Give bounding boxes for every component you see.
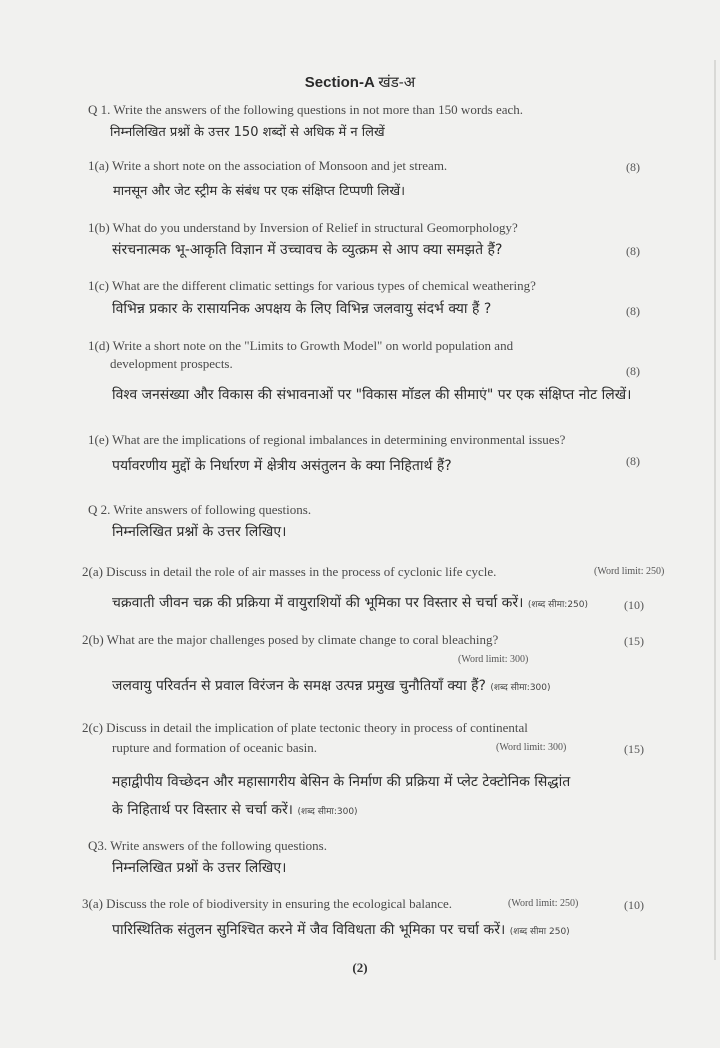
q1d-hi: विश्व जनसंख्या और विकास की संभावनाओं पर "विकास मॉडल की सीमाएं" पर एक संक्षिप्त नोट लिखें। bbox=[112, 387, 632, 403]
q2c-hi: महाद्वीपीय विच्छेदन और महासागरीय बेसिन के निर्माण की प्रक्रिया में प्लेट टेक्टोनिक सिद्धांत bbox=[112, 774, 571, 790]
q3a-text: 3(a) Discuss the role of biodiversity in ensuring the ecological balance. bbox=[82, 896, 453, 911]
q1a-text: 1(a) Write a short note on the association of Monsoon and jet stream. bbox=[88, 158, 448, 173]
q1b-text: 1(b) What do you understand by Inversion of Relief in structural Geomorphology? bbox=[88, 220, 518, 235]
q1-intro-hi: निम्नलिखित प्रश्नों के उत्तर 150 शब्दों से अधिक में न लिखें bbox=[110, 125, 385, 140]
q1c-text: 1(c) What are the different climatic settings for various types of chemical weathering? bbox=[88, 278, 536, 293]
q3a-hi bbox=[112, 920, 570, 939]
q1d-text: 1(d) Write a short note on the "Limits to Growth Model" on world population and bbox=[88, 338, 514, 353]
section-title bbox=[0, 72, 720, 92]
q2b-marks: (15) bbox=[624, 634, 644, 648]
q1c-hi: विभिन्न प्रकार के रासायनिक अपक्षय के लिए विभिन्न जलवायु संदर्भ क्या हैं ? bbox=[112, 301, 492, 317]
q2b-word-limit: (Word limit: 300) bbox=[458, 654, 529, 665]
q2c-marks: (15) bbox=[624, 742, 644, 756]
q1b-marks: (8) bbox=[626, 244, 640, 258]
q2-intro: Q 2. Write answers of following questions. bbox=[88, 502, 312, 517]
q2a-marks: (10) bbox=[624, 598, 644, 612]
q2c-hi-word-limit: (शब्द सीमा:300) bbox=[297, 807, 358, 817]
page-edge bbox=[714, 60, 716, 960]
q2b-hi-text: जलवायु परिवर्तन से प्रवाल विरंजन के समक्ष उत्पन्न प्रमुख चुनौतियाँ क्या हैं? bbox=[112, 678, 486, 694]
q2a-hi-text: चक्रवाती जीवन चक्र की प्रक्रिया में वायुराशियों की भूमिका पर विस्तार से चर्चा करें। bbox=[112, 595, 524, 611]
q2a-hi-word-limit: (शब्द सीमा:250) bbox=[527, 600, 589, 610]
q2b-hi-word-limit: (शब्द सीमा:300) bbox=[490, 683, 551, 693]
q1b-hi: संरचनात्मक भू-आकृति विज्ञान में उच्चावच के व्युत्क्रम से आप क्या समझते हैं? bbox=[112, 242, 503, 258]
q1-intro: Q 1. Write the answers of the following questions in not more than 150 words each. bbox=[88, 102, 524, 117]
q2-intro-hi: निम्नलिखित प्रश्नों के उत्तर लिखिए। bbox=[112, 524, 287, 540]
q3-intro: Q3. Write answers of the following questions. bbox=[88, 838, 327, 853]
q2b-hi bbox=[112, 676, 551, 695]
q2a-word-limit: (Word limit: 250) bbox=[594, 566, 665, 577]
q3a-hi-word-limit: (शब्द सीमा 250) bbox=[509, 927, 570, 937]
q2c-hi2-text: के निहितार्थ पर विस्तार से चर्चा करें। bbox=[112, 802, 293, 818]
q2a-text: 2(a) Discuss in detail the role of air masses in the process of cyclonic life cycle. bbox=[82, 564, 497, 579]
q1e-marks: (8) bbox=[626, 454, 640, 468]
q1c-marks: (8) bbox=[626, 304, 640, 318]
q2c-text2: rupture and formation of oceanic basin. bbox=[112, 740, 318, 755]
q1e-hi: पर्यावरणीय मुद्दों के निर्धारण में क्षेत्रीय असंतुलन के क्या निहितार्थ हैं? bbox=[112, 458, 452, 474]
q3a-marks: (10) bbox=[624, 898, 644, 912]
section-title-en: Section-A bbox=[304, 74, 375, 91]
q1e-text: 1(e) What are the implications of regional imbalances in determining environmental issues? bbox=[88, 432, 566, 447]
q1a-hi: मानसून और जेट स्ट्रीम के संबंध पर एक संक्षिप्त टिप्पणी लिखें। bbox=[113, 184, 406, 199]
page-number: (2) bbox=[352, 960, 368, 975]
q2c-word-limit: (Word limit: 300) bbox=[496, 742, 567, 753]
q2c-hi2 bbox=[112, 800, 358, 819]
q1d-text2: development prospects. bbox=[110, 356, 233, 371]
q3a-word-limit: (Word limit: 250) bbox=[508, 898, 579, 909]
q3-intro-hi: निम्नलिखित प्रश्नों के उत्तर लिखिए। bbox=[112, 860, 287, 876]
q1d-marks: (8) bbox=[626, 364, 640, 378]
q2b-text: 2(b) What are the major challenges posed by climate change to coral bleaching? bbox=[82, 632, 499, 647]
q2a-hi bbox=[112, 593, 588, 612]
q2c-text: 2(c) Discuss in detail the implication of plate tectonic theory in process of continental bbox=[82, 720, 528, 735]
section-title-hi: खंड-अ bbox=[378, 74, 416, 91]
q1a-marks: (8) bbox=[626, 160, 640, 174]
q3a-hi-text: पारिस्थितिक संतुलन सुनिश्चित करने में जैव विविधता की भूमिका पर चर्चा करें। bbox=[112, 922, 506, 938]
